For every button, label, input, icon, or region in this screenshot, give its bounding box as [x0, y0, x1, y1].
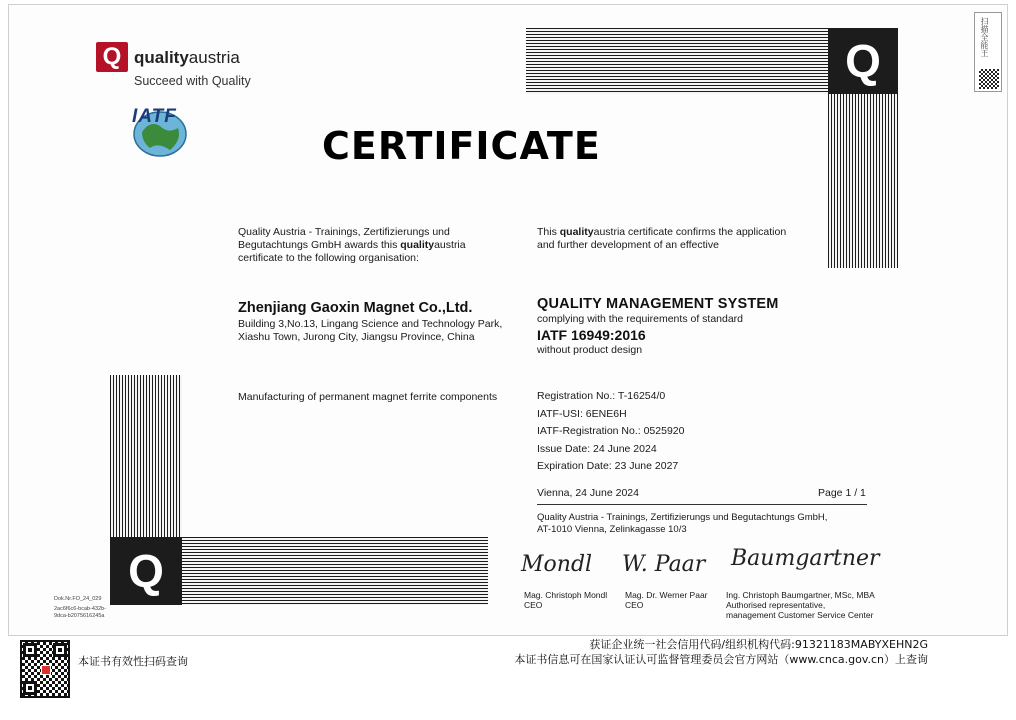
left-intro-line1: Quality Austria - Trainings, Zertifizierungs und: [238, 226, 450, 238]
brand-rest: austria: [188, 48, 240, 67]
qr-center-logo-icon: [41, 665, 51, 675]
iatf-usi: IATF-USI: 6ENE6H: [537, 407, 627, 420]
quality-austria-logo: [96, 42, 276, 90]
page-number: Page 1 / 1: [818, 487, 866, 499]
scanner-stamp-text: 扫描全能王: [980, 17, 989, 57]
organisation-address1: Building 3,No.13, Lingang Science and Technology Park,: [238, 318, 503, 330]
expiration-date: Expiration Date: 23 June 2027: [537, 460, 679, 472]
organisation-name: Zhenjiang Gaoxin Magnet Co.,Ltd.: [238, 300, 473, 316]
left-intro-line3: certificate to the following organisation:: [238, 252, 419, 264]
signature-3: Baumgartner: [731, 546, 880, 571]
place-date: Vienna, 24 June 2024: [537, 487, 639, 499]
left-intro-text: [238, 226, 498, 265]
right-intro-line2: and further development of an effective: [537, 239, 719, 251]
verification-qr-code[interactable]: [20, 640, 70, 698]
issue-date: Issue Date: 24 June 2024: [537, 442, 657, 455]
organisation-block: [238, 300, 528, 344]
signature-1: Mondl: [521, 552, 593, 577]
verify-right-text: 本证书信息可在国家认证认可监督管理委员会官方网站（www.cnca.gov.cn）上查询: [514, 653, 928, 666]
issuer-block: [537, 512, 827, 535]
bottom-stripe-band: [182, 537, 488, 605]
top-right-q-mark: [828, 28, 898, 94]
system-block: [537, 296, 837, 357]
bottom-left-q-mark: [110, 537, 182, 605]
system-complying: complying with the requirements of standard: [537, 313, 744, 325]
signer-1: Mag. Christoph Mondl CEO: [524, 590, 608, 610]
divider-line: [537, 504, 867, 505]
system-note: without product design: [537, 344, 643, 356]
signer-2: Mag. Dr. Werner Paar CEO: [625, 590, 708, 610]
iatf-badge-label: IATF: [132, 106, 177, 127]
page-title: CERTIFICATE: [322, 124, 601, 168]
issuer-line2: AT-1010 Vienna, Zelinkagasse 10/3: [537, 523, 687, 535]
scanner-qr-icon: [979, 69, 999, 89]
iatf-registration: IATF-Registration No.: 0525920: [537, 425, 685, 437]
left-vertical-stripe-band: [110, 375, 182, 537]
verify-left-text: 本证书有效性扫码查询: [78, 655, 188, 668]
q-mark-icon: Q: [128, 545, 164, 597]
brand-bold: quality: [134, 48, 189, 67]
q-logo-icon: Q: [96, 42, 128, 72]
top-right-stripe-band: [526, 28, 828, 94]
organisation-address2: Xiashu Town, Jurong City, Jiangsu Province, China: [238, 331, 475, 343]
q-mark-icon: Q: [845, 35, 881, 87]
registration-number: Registration No.: T-16254/0: [537, 390, 666, 402]
right-vertical-stripe-band: [828, 94, 898, 268]
right-intro-line1: This qualityaustria certificate confirms the application: [537, 226, 787, 238]
left-intro-line2: Begutachtungs GmbH awards this qualityaustria: [238, 239, 466, 251]
credit-code-text: 获证企业统一社会信用代码/组织机构代码:91321183MABYXEHN2G: [589, 638, 928, 651]
signer-3: Ing. Christoph Baumgartner, MSc, MBA Authorised representative, management Customer Service Center: [726, 590, 875, 620]
system-standard: IATF 16949:2016: [537, 327, 646, 343]
signature-2: W. Paar: [622, 552, 706, 577]
scope-text: Manufacturing of permanent magnet ferrite components: [238, 391, 498, 403]
document-reference: Dok.Nr.FO_24_029 2ac6f6c6-bcab-432b- 9dca-b2075616245a: [54, 596, 106, 619]
logo-tagline: Succeed with Quality: [134, 74, 251, 88]
system-title: QUALITY MANAGEMENT SYSTEM: [537, 296, 779, 312]
iatf-globe-icon: [128, 106, 190, 158]
right-intro-text: [537, 226, 837, 252]
issuer-line1: Quality Austria - Trainings, Zertifizierungs und Begutachtungs GmbH,: [537, 512, 828, 523]
registration-block: [537, 388, 684, 476]
scanner-stamp: [974, 12, 1002, 92]
